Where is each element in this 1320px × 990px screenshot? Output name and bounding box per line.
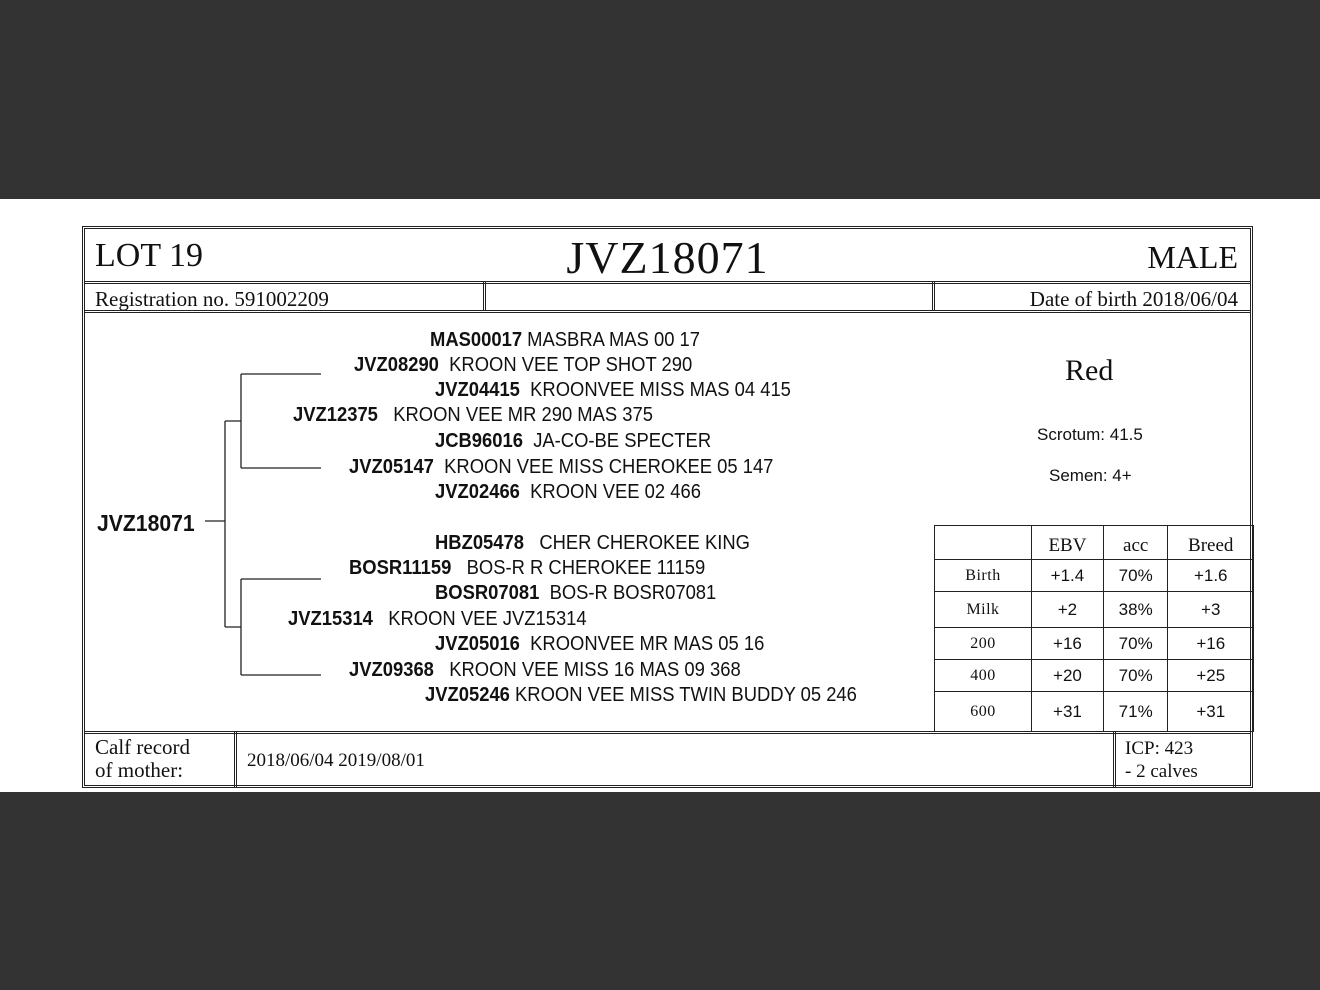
table-row <box>935 628 1254 660</box>
table-cell: +31 <box>1032 692 1104 732</box>
sex-label: MALE <box>1147 239 1238 275</box>
pedigree-name: MASBRA MAS 00 17 <box>527 329 701 351</box>
pedigree-name: KROONVEE MISS MAS 04 415 <box>530 379 791 401</box>
pedigree-id: JVZ05147 <box>349 456 434 478</box>
table-cell: 70% <box>1103 628 1168 660</box>
calf-record-label-line: of mother: <box>95 758 184 782</box>
table-cell: 600 <box>935 692 1032 732</box>
pedigree-entry <box>435 633 764 655</box>
table-row <box>935 592 1254 628</box>
divider <box>1113 731 1116 788</box>
pedigree-name: JA-CO-BE SPECTER <box>533 430 712 452</box>
pedigree-name: KROON VEE 02 466 <box>530 481 701 503</box>
pedigree-name: KROON VEE MISS TWIN BUDDY 05 246 <box>515 684 857 706</box>
divider <box>85 731 1250 734</box>
icp-value: ICP: 423 <box>1125 738 1194 759</box>
ebv-table <box>934 525 1254 732</box>
table-cell: 70% <box>1103 660 1168 692</box>
table-header-cell: EBV <box>1032 526 1104 560</box>
lot-card <box>82 226 1253 788</box>
scrotum-measurement: Scrotum: 41.5 <box>1037 425 1143 444</box>
table-cell: +25 <box>1168 660 1254 692</box>
table-cell: 400 <box>935 660 1032 692</box>
pedigree-entry <box>293 404 653 426</box>
table-cell: Birth <box>935 560 1032 592</box>
pedigree-entry <box>354 354 692 376</box>
icp-info <box>1125 737 1198 783</box>
table-cell: +20 <box>1032 660 1104 692</box>
pedigree-id: JVZ12375 <box>293 404 378 426</box>
pedigree-name: KROONVEE MR MAS 05 16 <box>530 633 765 655</box>
pedigree-entry <box>435 430 711 452</box>
table-cell: 70% <box>1103 560 1168 592</box>
pedigree-name: KROON VEE TOP SHOT 290 <box>449 354 693 376</box>
pedigree-id: MAS00017 <box>430 329 523 351</box>
pedigree-entry <box>349 659 741 681</box>
pedigree-animal: JVZ18071 <box>97 510 195 536</box>
pedigree-name: CHER CHEROKEE KING <box>539 532 750 554</box>
table-cell: +1.6 <box>1168 560 1254 592</box>
table-cell: +3 <box>1168 592 1254 628</box>
catalogue-sheet <box>0 199 1320 792</box>
calf-record-label <box>95 736 190 782</box>
semen-score: Semen: 4+ <box>1049 466 1132 485</box>
pedigree-id: JVZ02466 <box>435 481 520 503</box>
pedigree-name: KROON VEE MISS CHEROKEE 05 147 <box>444 456 774 478</box>
pedigree-id: JVZ15314 <box>288 608 373 630</box>
animal-id-title: JVZ18071 <box>566 232 769 283</box>
lot-number: LOT 19 <box>95 237 203 274</box>
table-row <box>935 560 1254 592</box>
pedigree-id: JVZ04415 <box>435 379 520 401</box>
table-cell: 71% <box>1103 692 1168 732</box>
table-cell: +31 <box>1168 692 1254 732</box>
calves-count: - 2 calves <box>1125 761 1198 782</box>
table-row <box>935 692 1254 732</box>
pedigree-id: JVZ05016 <box>435 633 520 655</box>
table-cell: 200 <box>935 628 1032 660</box>
pedigree-entry <box>435 582 716 604</box>
registration-number: Registration no. 591002209 <box>95 287 329 311</box>
table-cell: +16 <box>1032 628 1104 660</box>
pedigree-entry <box>349 557 705 579</box>
table-cell: Milk <box>935 592 1032 628</box>
pedigree-id: BOSR11159 <box>349 557 452 579</box>
date-of-birth: Date of birth 2018/06/04 <box>1029 287 1238 311</box>
pedigree-entry <box>435 532 750 554</box>
pedigree-id: HBZ05478 <box>435 532 524 554</box>
pedigree-entry <box>435 481 701 503</box>
coat-color: Red <box>1065 354 1114 387</box>
pedigree-entry <box>288 608 587 630</box>
calf-record-label-line: Calf record <box>95 735 191 759</box>
table-header-row <box>935 526 1254 560</box>
pedigree-id: JVZ09368 <box>349 659 434 681</box>
table-header-cell <box>935 526 1032 560</box>
pedigree-entry <box>349 456 773 478</box>
table-cell: +2 <box>1032 592 1104 628</box>
pedigree-id: JVZ08290 <box>354 354 439 376</box>
table-cell: 38% <box>1103 592 1168 628</box>
pedigree-name: KROON VEE MISS 16 MAS 09 368 <box>449 659 741 681</box>
table-cell: +1.4 <box>1032 560 1104 592</box>
pedigree-id: BOSR07081 <box>435 582 540 604</box>
pedigree-name: KROON VEE MR 290 MAS 375 <box>393 404 653 426</box>
pedigree-entry <box>435 379 791 401</box>
pedigree-id: JCB96016 <box>435 430 523 452</box>
pedigree-id: JVZ05246 <box>425 684 510 706</box>
pedigree-name: BOS-R R CHEROKEE 11159 <box>466 557 706 579</box>
table-row <box>935 660 1254 692</box>
pedigree-entry <box>425 684 857 706</box>
table-cell: +16 <box>1168 628 1254 660</box>
divider <box>234 731 237 788</box>
table-header-cell: acc <box>1103 526 1168 560</box>
pedigree-entry <box>430 329 700 351</box>
pedigree-name: BOS-R BOSR07081 <box>549 582 717 604</box>
pedigree-name: KROON VEE JVZ15314 <box>388 608 587 630</box>
calf-record-dates: 2018/06/04 2019/08/01 <box>247 750 425 771</box>
table-header-cell: Breed <box>1168 526 1254 560</box>
